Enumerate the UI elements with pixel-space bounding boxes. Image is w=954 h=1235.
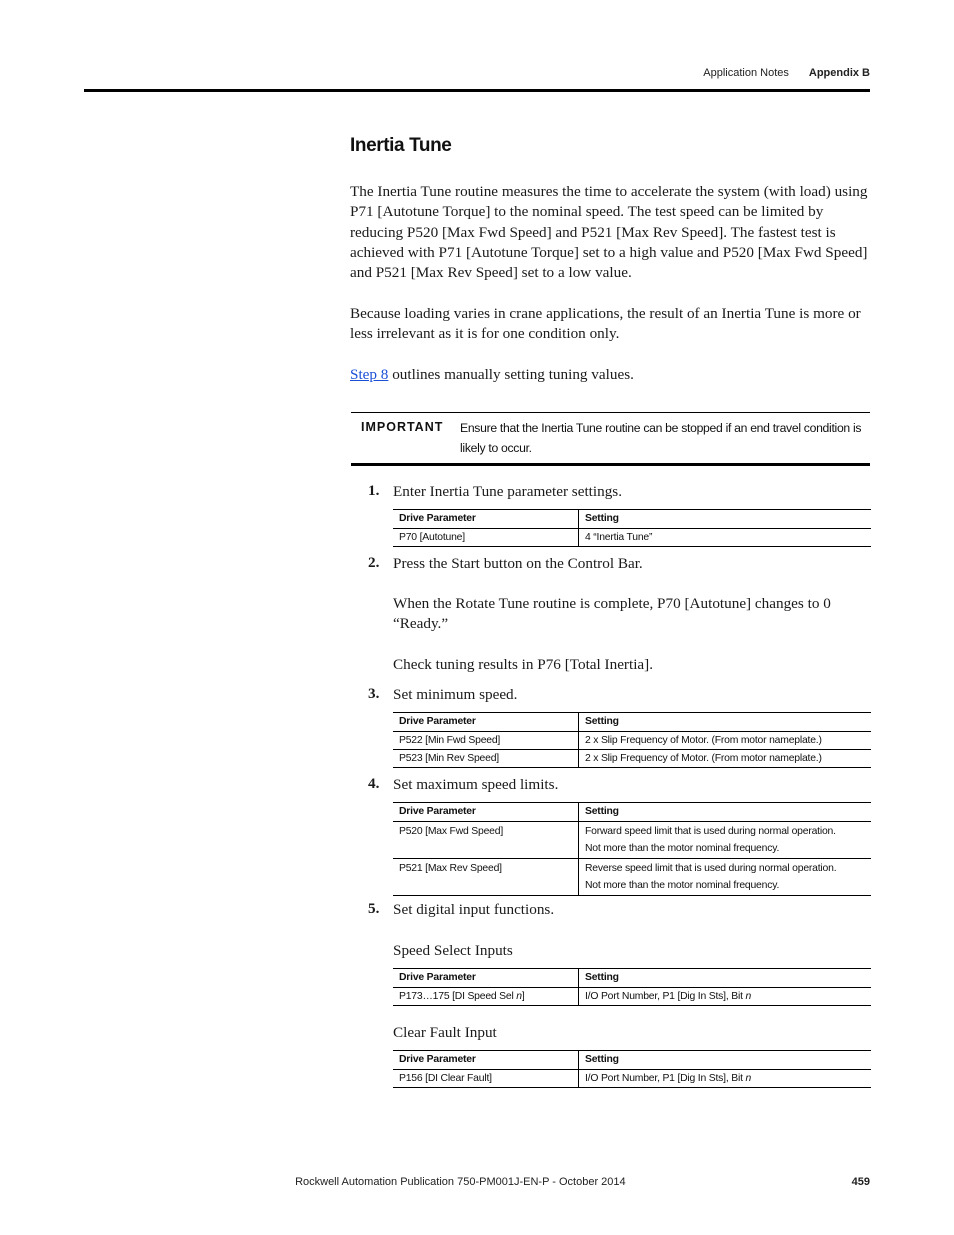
intro-paragraph: The Inertia Tune routine measures the time to accelerate the system (with load) using P71 [Autotune Torque] to the nominal speed. The test speed can be limited by reducing P520 [Max Fwd Speed] and P521 [Max Rev Speed]. The fastest test is achieved with P71 [Autotune Torque] set to a high value and P520 [Max Fwd Speed] and P521 [Max Rev Speed] set to a low value. — [350, 183, 868, 282]
param-cell: P521 [Max Rev Speed] — [393, 859, 579, 896]
param-variable: n — [516, 991, 522, 1002]
section-title: Inertia Tune — [350, 135, 452, 156]
step-5-number: 5. — [368, 900, 380, 917]
step-3-text: Set minimum speed. — [393, 686, 518, 703]
setting-line: Not more than the motor nominal frequency. — [585, 843, 780, 854]
table-header-row — [393, 1051, 871, 1070]
param-suffix: ] — [521, 991, 525, 1002]
step-3-number: 3. — [368, 685, 380, 702]
setting-cell — [579, 822, 872, 859]
header-section: Application Notes — [703, 67, 789, 79]
header-appendix: Appendix B — [808, 67, 870, 79]
setting-line: Reverse speed limit that is used during normal operation. — [585, 863, 837, 874]
setting-cell — [579, 1070, 872, 1088]
step-2-check-text: Check tuning results in P76 [Total Inertia]. — [393, 656, 654, 673]
step-5-text: Set digital input functions. — [393, 901, 555, 918]
param-cell — [393, 988, 579, 1006]
table-row — [393, 988, 871, 1006]
setting-prefix: I/O Port Number, P1 [Dig In Sts], Bit — [585, 991, 746, 1002]
col-drive-parameter: Drive Parameter — [393, 713, 579, 732]
step-reference-text: outlines manually setting tuning values. — [388, 366, 634, 383]
step-2-number: 2. — [368, 554, 380, 571]
param-prefix: P173…175 [DI Speed Sel — [399, 991, 517, 1002]
table-header-row — [393, 803, 871, 822]
min-speed-table — [393, 712, 871, 768]
setting-line: Not more than the motor nominal frequency. — [585, 880, 780, 891]
setting-variable: n — [745, 1073, 752, 1084]
step-1-text: Enter Inertia Tune parameter settings. — [393, 483, 623, 500]
setting-cell: 2 x Slip Frequency of Motor. (From motor nameplate.) — [579, 732, 872, 750]
step-2-text: Press the Start button on the Control Bar. — [393, 555, 643, 572]
setting-cell — [579, 988, 872, 1006]
table-header-row — [393, 969, 871, 988]
step-1-number: 1. — [368, 482, 380, 499]
setting-variable: n — [745, 991, 752, 1002]
step-2-result-text: When the Rotate Tune routine is complete, P70 [Autotune] changes to 0 “Ready.” — [393, 595, 831, 633]
page-footer — [0, 1176, 870, 1188]
param-cell: P520 [Max Fwd Speed] — [393, 822, 579, 859]
setting-cell: 2 x Slip Frequency of Motor. (From motor nameplate.) — [579, 750, 872, 768]
col-setting: Setting — [579, 803, 872, 822]
setting-line: Forward speed limit that is used during normal operation. — [585, 826, 836, 837]
param-cell: P156 [DI Clear Fault] — [393, 1070, 579, 1088]
setting-prefix: I/O Port Number, P1 [Dig In Sts], Bit — [585, 1073, 746, 1084]
col-setting: Setting — [579, 713, 872, 732]
max-speed-table — [393, 802, 871, 896]
table-row — [393, 529, 871, 547]
speed-select-subheading: Speed Select Inputs — [393, 942, 513, 959]
autotune-table — [393, 509, 871, 547]
col-drive-parameter: Drive Parameter — [393, 969, 579, 988]
col-drive-parameter: Drive Parameter — [393, 803, 579, 822]
page-number: 459 — [851, 1176, 870, 1188]
important-notice — [351, 412, 870, 466]
important-label: IMPORTANT — [361, 420, 444, 434]
param-cell: P70 [Autotune] — [393, 529, 579, 547]
col-setting: Setting — [579, 1051, 872, 1070]
table-row — [393, 732, 871, 750]
param-cell: P522 [Min Fwd Speed] — [393, 732, 579, 750]
setting-cell: 4 “Inertia Tune” — [579, 529, 872, 547]
col-drive-parameter: Drive Parameter — [393, 510, 579, 529]
table-header-row — [393, 713, 871, 732]
table-row — [393, 859, 871, 896]
step-reference-paragraph — [350, 365, 870, 385]
setting-cell — [579, 859, 872, 896]
col-setting: Setting — [579, 510, 872, 529]
step-4-text: Set maximum speed limits. — [393, 776, 559, 793]
header-rule — [84, 89, 870, 92]
param-cell: P523 [Min Rev Speed] — [393, 750, 579, 768]
important-text: Ensure that the Inertia Tune routine can be stopped if an end travel condition is likely to occur. — [460, 421, 862, 455]
table-header-row — [393, 510, 871, 529]
loading-paragraph: Because loading varies in crane applications, the result of an Inertia Tune is more or less irrelevant as it is for one condition only. — [350, 305, 861, 343]
col-setting: Setting — [579, 969, 872, 988]
clear-fault-table — [393, 1050, 871, 1088]
clear-fault-subheading: Clear Fault Input — [393, 1024, 497, 1041]
step-8-link[interactable]: Step 8 — [350, 366, 389, 383]
col-drive-parameter: Drive Parameter — [393, 1051, 579, 1070]
table-row — [393, 750, 871, 768]
publication-info: Rockwell Automation Publication 750-PM001J-EN-P - October 2014 — [295, 1176, 626, 1188]
step-4-number: 4. — [368, 775, 380, 792]
speed-select-table — [393, 968, 871, 1006]
table-row — [393, 1070, 871, 1088]
table-row — [393, 822, 871, 859]
running-header — [0, 67, 870, 79]
